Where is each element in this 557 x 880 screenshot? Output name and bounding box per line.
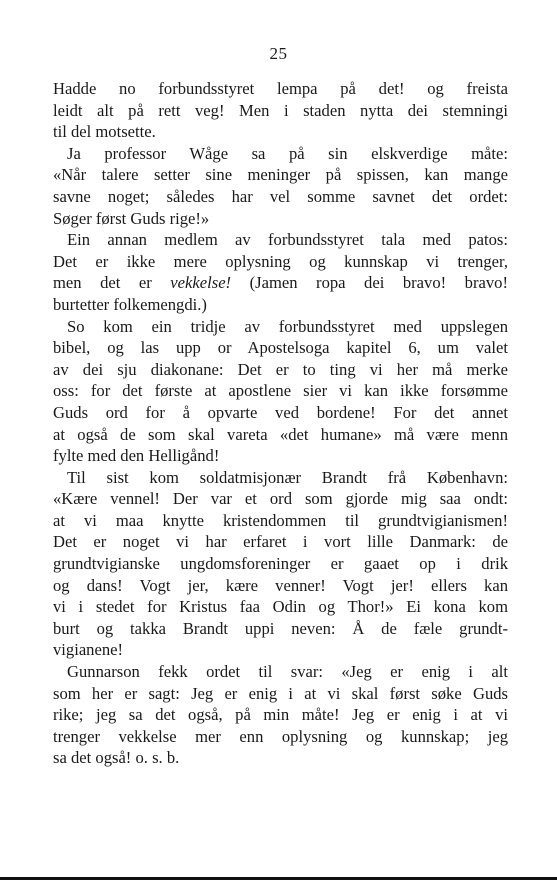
page-number: 25: [269, 44, 288, 63]
text-line: at også de som skal vareta «det humane» må være menn: [53, 424, 508, 444]
text-line: og dans! Vogt jer, kære venner! Vogt jer! ellers kan: [53, 575, 508, 595]
text-line: burtetter folkemengdi.): [53, 294, 207, 314]
text-line: men det er vekkelse! (Jamen ropa dei bravo! bravo!: [53, 273, 508, 293]
text-line: savne noget; således har vel somme savnet det ordet:: [53, 186, 508, 206]
text-line: vi i stedet for Kristus faa Odin og Thor!» Ei kona kom: [53, 597, 508, 617]
text-line: rike; jeg sa det også, på min måte! Jeg er enig i at vi: [53, 705, 508, 725]
text-line: som her er sagt: Jeg er enig i at vi skal først søke Guds: [53, 683, 508, 703]
text-line: leidt alt på rett veg! Men i staden nytta dei stemningi: [53, 100, 508, 120]
text-line: Søger først Guds rige!»: [53, 208, 210, 228]
text-line: «Kære vennel! Der var et ord som gjorde mig saa ondt:: [53, 489, 508, 509]
text-line: bibel, og las upp or Apostelsoga kapitel 6, um valet: [53, 338, 508, 358]
text-line: Ein annan medlem av forbundsstyret tala med patos:: [67, 230, 508, 250]
text-line: Ja professor Wåge sa på sin elskverdige måte:: [67, 143, 508, 163]
text-line: «Når talere setter sine meninger på spissen, kan mange: [53, 165, 508, 185]
text-line: So kom ein tridje av forbundsstyret med uppslegen: [67, 316, 508, 336]
text-line: trenger vekkelse mer enn oplysning og kunnskap; jeg: [53, 726, 508, 746]
text-line: sa det også! o. s. b.: [53, 748, 180, 768]
text-line: burt og takka Brandt uppi neven: Å de fæle grundt-: [53, 618, 508, 638]
text-line: Det er noget vi har erfaret i vort lille Danmark: de: [53, 532, 508, 552]
text-line: Det er ikke mere oplysning og kunnskap vi trenger,: [53, 251, 508, 271]
text-line: Gunnarson fekk ordet til svar: «Jeg er enig i alt: [67, 662, 508, 682]
text-line: oss: for det første at apostlene sier vi kan ikke forsømme: [53, 381, 508, 401]
emphasis: vekkelse!: [170, 273, 232, 293]
text-line: Guds ord for å opvarte ved bordene! For det annet: [53, 402, 508, 422]
text-line: til del motsette.: [53, 122, 156, 142]
text-line: vigianene!: [53, 640, 124, 660]
text-line: fylte med den Helligånd!: [53, 446, 220, 466]
text-line: at vi maa knytte kristendommen til grundtvigianismen!: [53, 510, 508, 530]
text-line: grundtvigianske ungdomsforeninger er gaaet op i drik: [53, 554, 508, 574]
body-text: [53, 78, 508, 769]
text-line: Til sist kom soldatmisjonær Brandt frå København:: [67, 467, 508, 487]
text-line: Hadde no forbundsstyret lempa på det! og freista: [53, 79, 508, 98]
text-line: av dei sju diakonane: Det er to ting vi her må merke: [53, 359, 508, 379]
